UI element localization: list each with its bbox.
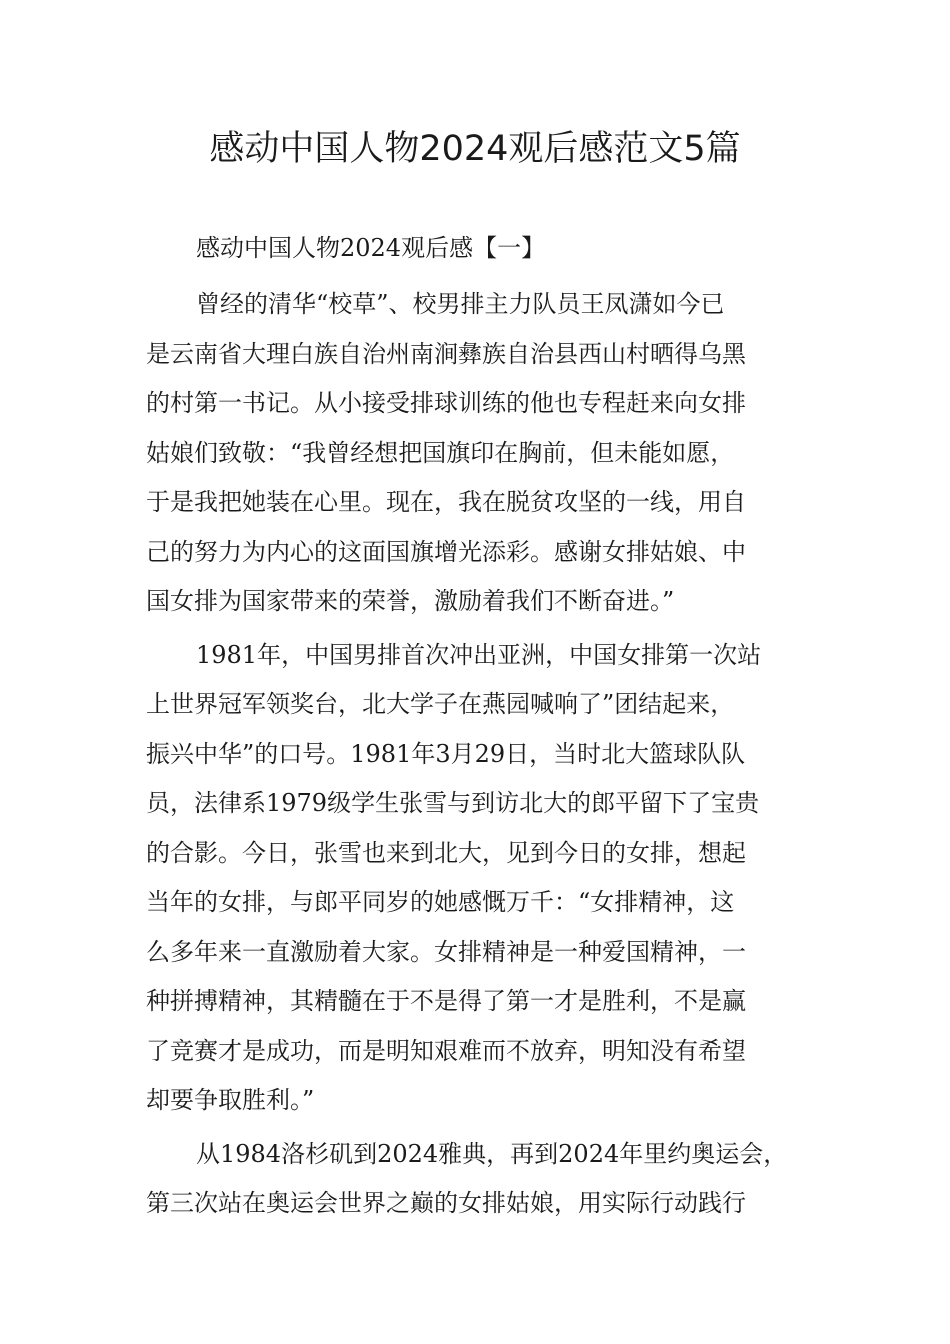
text-line: 1981年，中国男排首次冲出亚洲，中国女排第一次站 (196, 640, 762, 669)
text-line: 么多年来一直激励着大家。女排精神是一种爱国精神，一 (146, 937, 746, 966)
text-line: 却要争取胜利。” (146, 1086, 315, 1114)
text-line: 己的努力为内心的这面国旗增光添彩。感谢女排姑娘、中 (146, 537, 746, 566)
text-line: 当年的女排，与郎平同岁的她感慨万千：“女排精神，这 (146, 888, 735, 916)
text-line: 的村第一书记。从小接受排球训练的他也专程赶来向女排 (146, 389, 746, 417)
text-line: 姑娘们致敬：“我曾经想把国旗印在胸前，但未能如愿， (146, 438, 735, 467)
text-line: 员，法律系1979级学生张雪与到访北大的郎平留下了宝贵 (146, 789, 760, 817)
text-line: 于是我把她装在心里。现在，我在脱贫攻坚的一线，用自 (146, 488, 746, 516)
text-line: 振兴中华”的口号。1981年3月29日，当时北大篮球队队 (146, 739, 746, 768)
text-line: 上世界冠军领奖台，北大学子在燕园喊响了”团结起来， (146, 690, 735, 718)
paragraph (146, 1130, 808, 1229)
section-heading: 感动中国人物2024观后感【一】 (196, 234, 546, 262)
page-title: 感动中国人物2024观后感范文5篇 (209, 129, 741, 169)
paragraph (146, 631, 808, 1126)
text-line: 国女排为国家带来的荣誉，激励着我们不断奋进。” (146, 587, 675, 615)
text-line: 是云南省大理白族自治州南涧彝族自治县西山村晒得乌黑 (146, 339, 746, 368)
text-line: 种拼搏精神，其精髓在于不是得了第一才是胜利，不是赢 (146, 987, 746, 1015)
text-line: 了竞赛才是成功，而是明知艰难而不放弃，明知没有希望 (146, 1036, 746, 1065)
text-line: 的合影。今日，张雪也来到北大，见到今日的女排，想起 (146, 838, 746, 867)
text-line: 第三次站在奥运会世界之巅的女排姑娘，用实际行动践行 (146, 1189, 746, 1217)
text-line: 曾经的清华“校草”、校男排主力队员王凤潇如今已 (196, 290, 725, 318)
document-body (146, 280, 808, 1233)
paragraph (146, 280, 808, 627)
text-line: 从1984洛杉矶到2024雅典，再到2024年里约奥运会， (196, 1139, 788, 1168)
